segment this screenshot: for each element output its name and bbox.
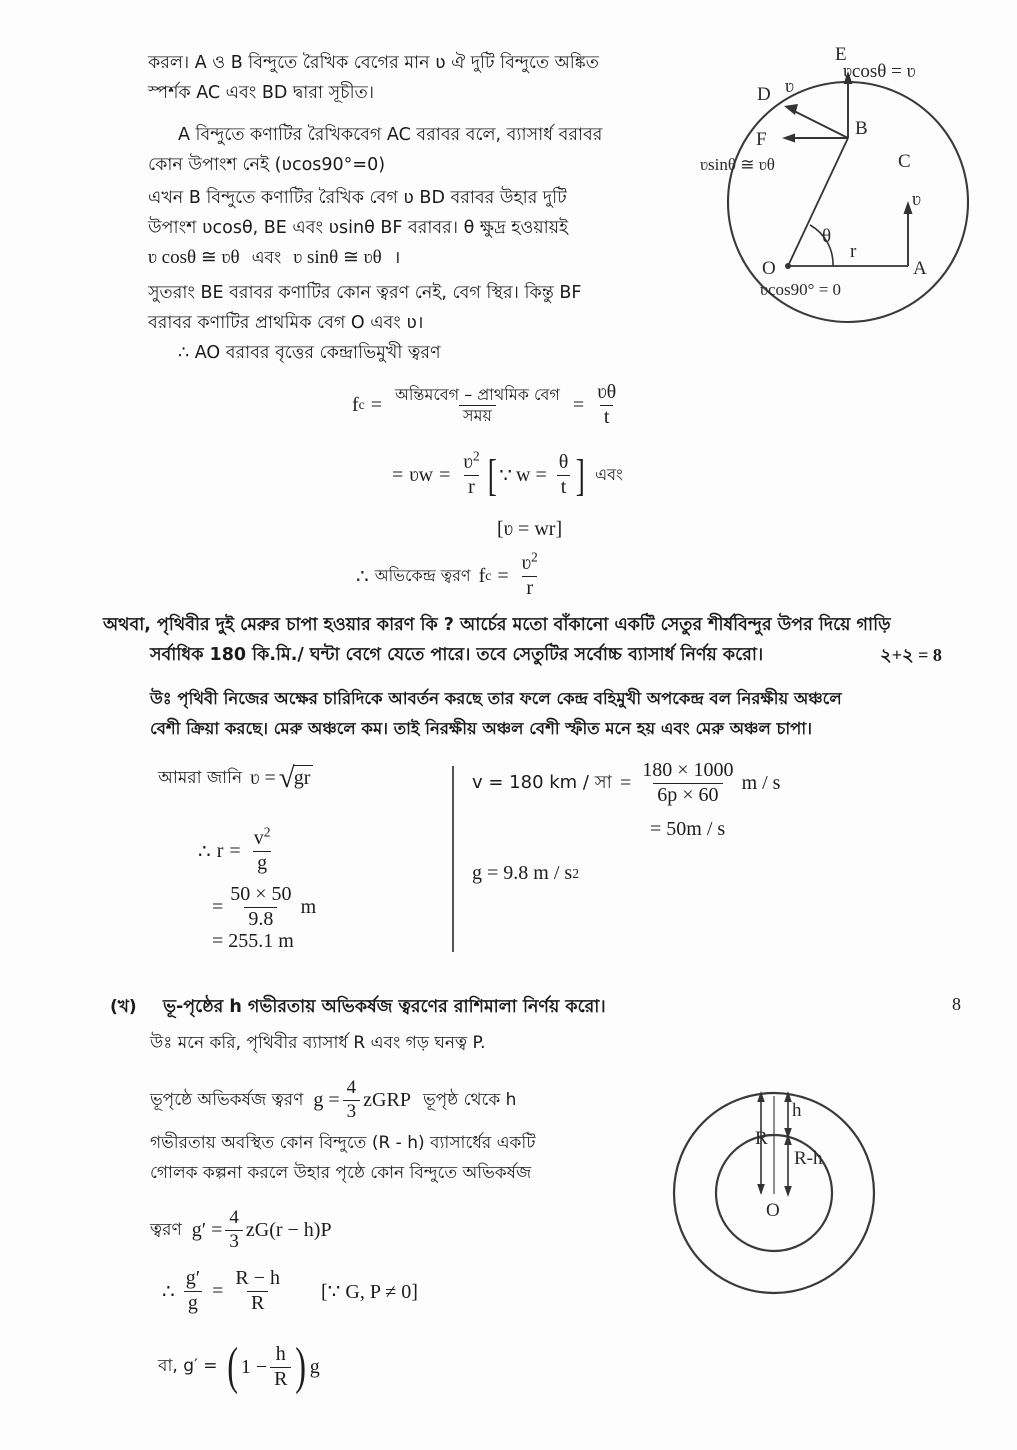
calc-right-line1-lhs — [472, 768, 612, 799]
we-know-label: আমরা জানি — [158, 768, 243, 788]
fraction-v2-over-r — [459, 448, 483, 498]
fraction-numerator: ʋ$^2$ — [521, 549, 538, 574]
label-C: C — [898, 151, 911, 172]
arrowhead-Rh-bottom — [784, 1186, 792, 1197]
equals-sign-2: = — [439, 463, 451, 486]
fc-symbol: f — [352, 393, 359, 416]
label-r: r — [850, 241, 857, 262]
fraction-denominator: g — [184, 1291, 202, 1315]
v-equals: ʋ = — [250, 766, 276, 789]
equation-vw — [392, 448, 623, 500]
label-v-right: ʋ — [912, 189, 921, 210]
label-R: R — [755, 1128, 768, 1149]
equals-sign: = — [229, 839, 241, 862]
radius-OB — [788, 138, 848, 266]
fraction-gprime-over-g — [182, 1268, 204, 1314]
paren-close: ) — [295, 1338, 307, 1396]
equals-sign-2: = — [572, 393, 585, 416]
label-F: F — [756, 129, 767, 150]
fraction-v2-over-r — [518, 549, 542, 599]
fc-symbol: f — [478, 564, 486, 587]
fraction-denominator: 3 — [343, 1100, 361, 1123]
g-equals: g = — [313, 1088, 340, 1111]
marks-badge-kha: 8 — [952, 994, 961, 1014]
paragraph-line: উপাংশ ʋcosθ, BE এবং ʋsinθ BF বরাবর। θ ক্ষুদ্র হওয়ায়ই — [148, 218, 569, 238]
fraction-numerator-2: R − h — [235, 1267, 281, 1289]
kha-answer-line-4: গোলক কল্পনা করলে উহার পৃষ্ঠে কোন বিন্দুতে অভিকর্ষজ — [150, 1163, 532, 1183]
fraction-denominator: R — [270, 1367, 291, 1391]
fraction-numerator: 4 — [229, 1207, 239, 1228]
unit-metre: m — [300, 895, 317, 918]
condition-note: [∵ G, P ≠ 0] — [321, 1280, 418, 1303]
from-surface-label: ভূপৃষ্ঠ থেকে h — [422, 1090, 517, 1111]
fraction-h-over-R — [270, 1344, 291, 1390]
fraction-denominator: সময় — [459, 405, 496, 424]
othoba-answer-line-2: বেশী ক্রিয়া করছে। মেরু অঞ্চলে কম। তাই নিরক্ষীয় অঞ্চল বেশী স্ফীত মনে হয় এবং মেরু অঞ্চল চাপা। — [150, 719, 813, 738]
fraction-Rh-over-R — [231, 1268, 284, 1314]
fraction-denominator: g — [253, 851, 271, 875]
acceleration-label: ত্বরণ — [150, 1220, 182, 1241]
therefore-line: ∴ AO বরাবর বৃত্তের কেন্দ্রাভিমুখী ত্বরণ — [178, 343, 441, 363]
label-h: h — [792, 1100, 802, 1121]
fraction-vtheta-over-t — [593, 382, 620, 428]
fraction-denominator: 6p × 60 — [653, 783, 722, 807]
arrowhead-BD — [784, 104, 798, 115]
fraction-numerator: $v^2$ — [253, 824, 271, 849]
kha-equation-2 — [162, 1268, 418, 1314]
kha-equation-3 — [158, 1338, 320, 1396]
radical-sign: √ — [278, 761, 295, 794]
fraction-numerator: 180 × 1000 — [642, 759, 734, 781]
label-E: E — [835, 44, 847, 65]
one-minus: 1 − — [240, 1355, 268, 1378]
label-v-cos-90: ʋcos90° = 0 — [760, 280, 842, 299]
equals-sign-3: = — [535, 463, 547, 486]
bracket-open: [ — [487, 450, 497, 500]
fraction-denominator-2: t — [557, 475, 571, 499]
equals-sign: = — [392, 463, 404, 486]
othoba-answer-line-1: উঃ পৃথিবী নিজের অক্ষের চারিদিকে আবর্তন করছে তার ফলে কেন্দ্র বহিমুখী অপকেন্দ্র বল নিরক্ষীয় অঞ্চলে — [150, 689, 842, 708]
danda: । — [393, 248, 401, 268]
sqrt-gr — [278, 761, 314, 794]
approx-sin: ʋ sinθ ≅ ʋθ — [293, 247, 382, 268]
calc-left-intro — [158, 763, 313, 793]
v-wr-bracket: [ʋ = wr] — [497, 518, 563, 540]
calc-left-result: = 255.1 m — [212, 930, 294, 952]
marks-badge: ২+২ = 8 — [880, 645, 942, 665]
fraction-unit-conversion — [638, 760, 737, 806]
paragraph-line: বরাবর কণাটির প্রাথমিক বেগ O এবং ʋ। — [148, 313, 424, 333]
label-v-sin-theta: ʋsinθ ≅ ʋθ — [700, 155, 775, 174]
r-symbol: r — [216, 839, 224, 862]
calc-right-line3: g = 9.8 m / s 2 — [472, 862, 579, 884]
equals-sign: = — [212, 1279, 224, 1302]
fraction-denominator: 9.8 — [244, 907, 277, 931]
paragraph-line: সুতরাং BE বরাবর কণাটির কোন ত্বরণ নেই, বেগ স্থির। কিন্তু BF — [148, 283, 582, 303]
fraction-denominator-2: R — [247, 1291, 268, 1315]
g-factor: g — [309, 1355, 320, 1378]
question-marker-kha: (খ) — [110, 997, 137, 1017]
paragraph-line: করল। A ও B বিন্দুতে রৈখিক বেগের মান ʋ ঐ দুটি বিন্দুতে অঙ্কিত — [148, 53, 599, 73]
fraction-numerator: 50 × 50 — [230, 883, 292, 905]
label-O: O — [762, 258, 776, 279]
label-v-top: ʋ — [785, 76, 794, 97]
vector-BD — [792, 110, 848, 138]
g-prime-equals: g′ = — [191, 1218, 223, 1241]
arrowhead-R-bottom — [757, 1184, 765, 1195]
earth-depth-diagram — [648, 1068, 918, 1318]
fraction-numerator: ʋ$^2$ — [463, 448, 480, 473]
approx-cos: ʋ cosθ ≅ ʋθ — [148, 247, 240, 268]
surface-gravity-label: ভূপৃষ্ঠে অভিকর্ষজ ত্বরণ — [150, 1090, 304, 1111]
equals-sign: = — [497, 564, 509, 587]
equation-v-equals-wr — [497, 518, 562, 541]
equals-sign: = — [620, 771, 632, 794]
therefore-symbol: ∴ — [198, 840, 211, 863]
fraction-denominator-2: t — [600, 405, 614, 429]
v-in-kmph: v = 180 km / সা — [472, 772, 612, 793]
fraction-numerator: অন্তিমবেগ – প্রাথমিক বেগ — [395, 385, 560, 405]
question-text-kha: ভূ-পৃষ্ঠের h গভীরতায় অভিকর্ষজ ত্বরণের রাশিমালা নির্ণয় করো। — [163, 997, 606, 1017]
fraction-v2-over-g — [250, 824, 275, 874]
fraction-denominator: r — [522, 576, 537, 600]
paragraph-line: এখন B বিন্দুতে কণাটির রৈখিক বেগ ʋ BD বরাবর উহার দুটি — [148, 188, 567, 208]
fraction-numerator-2: θ — [558, 451, 569, 473]
vw-term: ʋw — [409, 463, 434, 486]
kha-answer-line-2 — [150, 1078, 516, 1122]
calc-right-line2: = 50m / s — [650, 818, 726, 840]
label-D: D — [757, 84, 771, 105]
label-R-minus-h: R-h — [794, 1148, 823, 1169]
label-theta: θ — [822, 226, 832, 247]
therefore-symbol: ∴ — [162, 1280, 175, 1303]
g-value: g = 9.8 m / s — [472, 862, 573, 884]
arrowhead-BF — [782, 134, 795, 143]
label-B: B — [855, 118, 868, 139]
fraction-four-thirds — [225, 1208, 243, 1252]
label-O-center: O — [766, 1200, 780, 1221]
kha-answer-line-1: উঃ মনে করি, পৃথিবীর ব্যাসার্ধ R এবং গড় ঘনত্ব P. — [150, 1033, 486, 1053]
fraction-numerator-2: ʋθ — [597, 381, 617, 403]
othoba-question-line-1: অথবা, পৃথিবীর দুই মেরুর চাপা হওয়ার কারণ কি ? আর্চের মতো বাঁকানো একটি সেতুর শীর্ষবিন্দুর উপর দিয়ে গাড়ি — [103, 615, 891, 635]
fraction-four-thirds — [343, 1078, 361, 1122]
approx-conjunction: এবং — [251, 248, 282, 268]
kha-equation-1 — [150, 1208, 332, 1252]
bracket-close: ] — [576, 450, 586, 500]
fraction-5050-over-98 — [226, 884, 295, 930]
w-symbol: w — [516, 463, 531, 486]
paragraph-line: কোন উপাংশ নেই (ʋcos90°=0) — [148, 155, 386, 175]
because-symbol: ∵ — [499, 464, 512, 487]
equals-sign: = — [212, 895, 224, 918]
equals-sign: = — [370, 393, 382, 416]
kha-answer-line-3: গভীরতায় অবস্থিত কোন বিন্দুতে (R - h) ব্যাসার্ধের একটি — [150, 1133, 536, 1153]
fraction-numerator: h — [275, 1343, 286, 1365]
fraction-theta-over-t — [555, 452, 573, 498]
paragraph-line: স্পর্শক AC এবং BD দ্বারা সূচীত। — [148, 83, 375, 103]
label-A: A — [913, 258, 927, 279]
paren-open: ( — [226, 1338, 238, 1396]
zGRP-term: zGRP — [363, 1088, 411, 1111]
calc-left-step2 — [212, 884, 316, 930]
equation-fc-definition: f c = $\frac{\text{অন্তিমবেগ – প্রাথমিক বেগ}}{\text{সময়}}$ = $\frac{\text{ʋθ}}{t}$ — [352, 382, 623, 428]
radicand: gr — [293, 765, 314, 792]
fraction-numerator: g′ — [185, 1267, 201, 1289]
fraction-numerator: 4 — [346, 1077, 357, 1098]
othoba-question-line-2: সর্বাধিক 180 কি.মি./ ঘন্টা বেগে যেতে পারে। তবে সেতুটির সর্বোচ্চ ব্যাসার্ধ নির্ণয় করো। — [150, 645, 764, 665]
zG-expression: zG(r − h)P — [245, 1218, 332, 1241]
paragraph-line: A বিন্দুতে কণাটির রৈখিকবেগ AC বরাবর বলে, ব্যাসার্ধ বরাবর — [178, 125, 603, 145]
ba-prefix: বা, g′ = — [158, 1356, 218, 1377]
fraction-velocity-over-time — [391, 386, 564, 424]
fraction-denominator: 3 — [225, 1230, 243, 1253]
approximation-line — [148, 243, 400, 273]
fraction-denominator: r — [464, 475, 479, 499]
circular-motion-diagram — [700, 30, 1000, 340]
unit-ms: m / s — [741, 771, 781, 794]
column-divider — [452, 766, 454, 952]
calc-right-line1-rhs — [620, 760, 780, 806]
therefore-symbol: ∴ — [356, 565, 369, 588]
centripetal-label: অভিকেন্দ্র ত্বরণ — [374, 565, 471, 585]
conjunction-ebong: এবং — [594, 464, 623, 484]
label-v-cos-theta: ʋcosθ = ʋ — [843, 61, 916, 82]
calc-left-step1 — [198, 824, 277, 874]
equation-centripetal-final: ∴ অভিকেন্দ্র ত্বরণ f c = $\frac{ʋ^2}{r}$ — [356, 553, 545, 599]
